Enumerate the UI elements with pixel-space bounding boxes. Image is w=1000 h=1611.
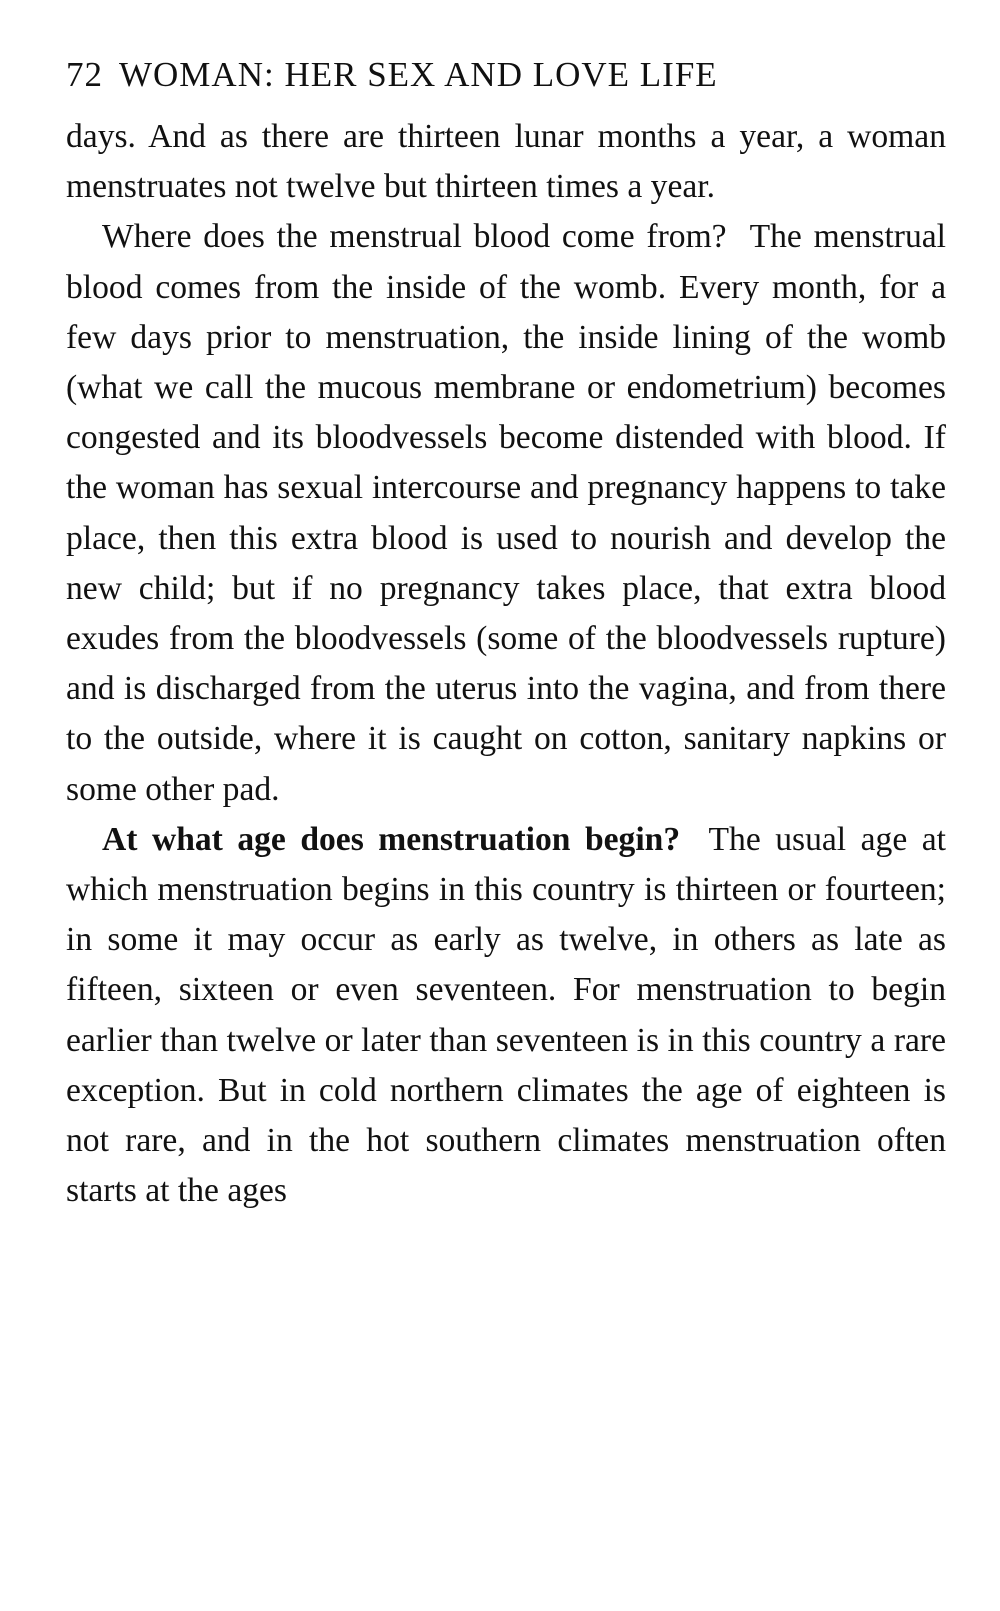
- body-text: [66, 112, 946, 1216]
- paragraph-text: days. And as there are thirteen lunar months a year, a woman menstruates not twelve but thirteen times a year.: [66, 118, 946, 206]
- paragraph-text: The menstrual blood comes from the inside of the womb. Every month, for a few days prior to menstruation, the inside lining of the womb (what we call the mucous membrane or endometrium) becomes congested and its bloodvessels become distended with blood. If the woman has sexual intercourse and pregnancy happens to take place, then this extra blood is used to nourish and develop the new child; but if no pregnancy takes place, that extra blood exudes from the bloodvessels (some of the bloodvessels rupture) and is discharged from the uterus into the vagina, and from there to the outside, where it is caught on cotton, sanitary napkins or some other pad.: [66, 218, 946, 808]
- paragraph-question: Where does the menstrual blood come from?: [102, 218, 727, 256]
- paragraph-question-bold: At what age does menstruation begin?: [102, 820, 681, 858]
- paragraph-menstruation-age: [66, 815, 946, 1217]
- book-page: [66, 48, 946, 1216]
- paragraph-continuation: [66, 112, 946, 212]
- running-head: [66, 48, 946, 102]
- book-title: WOMAN: HER SEX AND LOVE LIFE: [119, 55, 718, 94]
- paragraph-menstrual-blood-source: [66, 212, 946, 814]
- paragraph-text: The usual age at which menstruation begins in this country is thirteen or fourteen; in some it may occur as early as twelve, in others as late as fifteen, sixteen or even seventeen. For menstruation to begin earlier than twelve or later than seventeen is in this country a rare exception. But in cold northern climates the age of eighteen is not rare, and in the hot southern climates menstruation often starts at the ages: [66, 820, 946, 1210]
- page-number: 72: [66, 55, 103, 94]
